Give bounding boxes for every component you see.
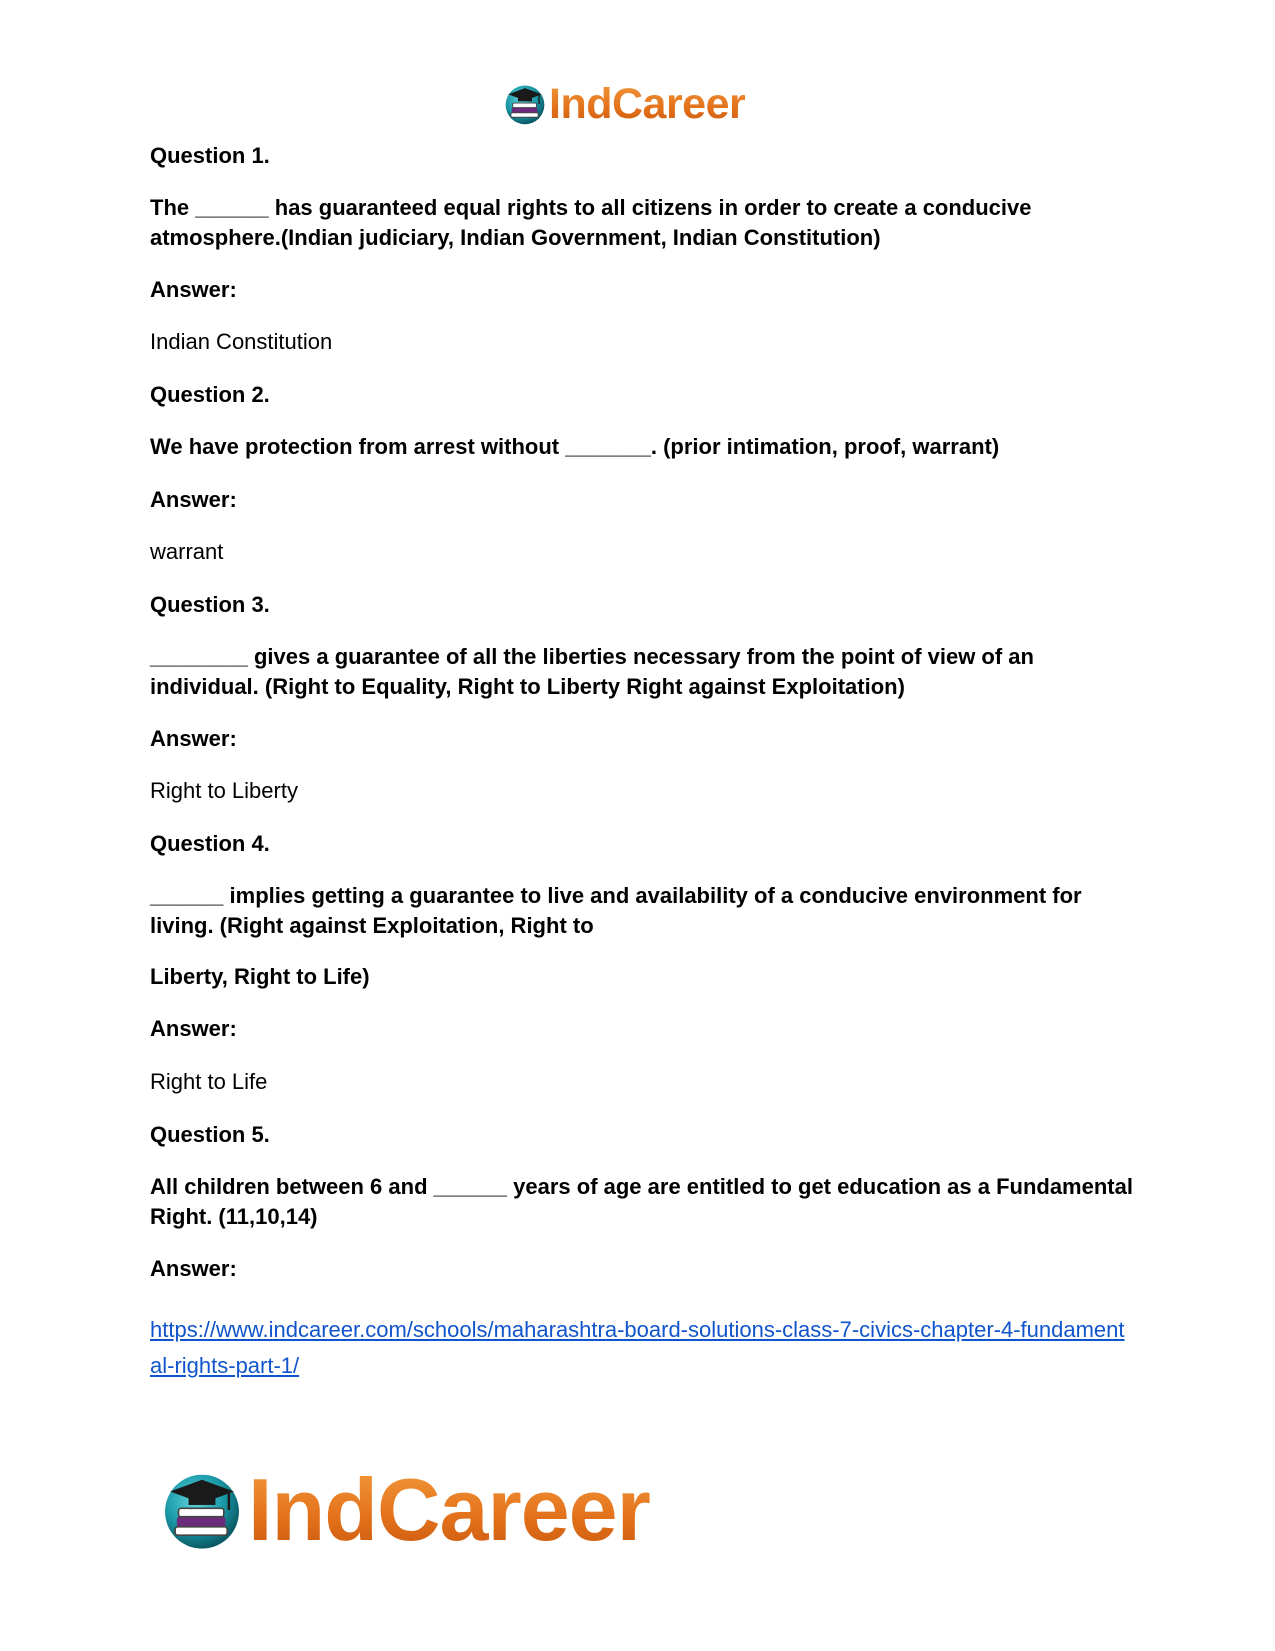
answer-3-text: Right to Liberty bbox=[150, 778, 298, 803]
graduation-cap-books-icon bbox=[160, 1468, 244, 1552]
question-2-text: We have protection from arrest without _______. (prior intimation, proof, warrant) bbox=[150, 434, 1000, 459]
question-4-label: Question 4. bbox=[150, 831, 270, 856]
answer-5-label: Answer: bbox=[150, 1256, 237, 1281]
brand-name: IndCareer bbox=[549, 80, 746, 128]
answer-2-text: warrant bbox=[150, 539, 224, 564]
answer-4-label: Answer: bbox=[150, 1016, 237, 1041]
question-1-label: Question 1. bbox=[150, 143, 270, 168]
question-3-label: Question 3. bbox=[150, 592, 270, 617]
answer-3-label: Answer: bbox=[150, 726, 237, 751]
source-link[interactable]: https://www.indcareer.com/schools/maharashtra-board-solutions-class-7-civics-chapter-4-fundamental-rights-part-1/ bbox=[150, 1317, 1125, 1378]
answer-2-label: Answer: bbox=[150, 487, 237, 512]
answer-1-text: Indian Constitution bbox=[150, 329, 333, 354]
question-4-text-continued: Liberty, Right to Life) bbox=[150, 964, 370, 989]
question-4-text: ______ implies getting a guarantee to live and availability of a conducive environment for living. (Right against Exploitation, Right to bbox=[150, 883, 1082, 938]
answer-4-text: Right to Life bbox=[150, 1069, 268, 1094]
footer-logo bbox=[160, 1460, 650, 1559]
question-5-label: Question 5. bbox=[150, 1122, 270, 1147]
header-logo bbox=[503, 80, 745, 128]
question-2-label: Question 2. bbox=[150, 382, 270, 407]
question-3-text: ________ gives a guarantee of all the liberties necessary from the point of view of an individual. (Right to Equality, Right to Liberty Right against Exploitation) bbox=[150, 644, 1034, 699]
brand-name-large: IndCareer bbox=[248, 1460, 650, 1559]
graduation-cap-books-icon bbox=[503, 82, 547, 126]
question-1-text: The ______ has guaranteed equal rights to all citizens in order to create a conducive atmosphere.(Indian judiciary, Indian Government, Indian Constitution) bbox=[150, 195, 1032, 250]
answer-1-label: Answer: bbox=[150, 277, 237, 302]
question-5-text: All children between 6 and ______ years of age are entitled to get education as a Fundamental Right. (11,10,14) bbox=[150, 1174, 1133, 1229]
